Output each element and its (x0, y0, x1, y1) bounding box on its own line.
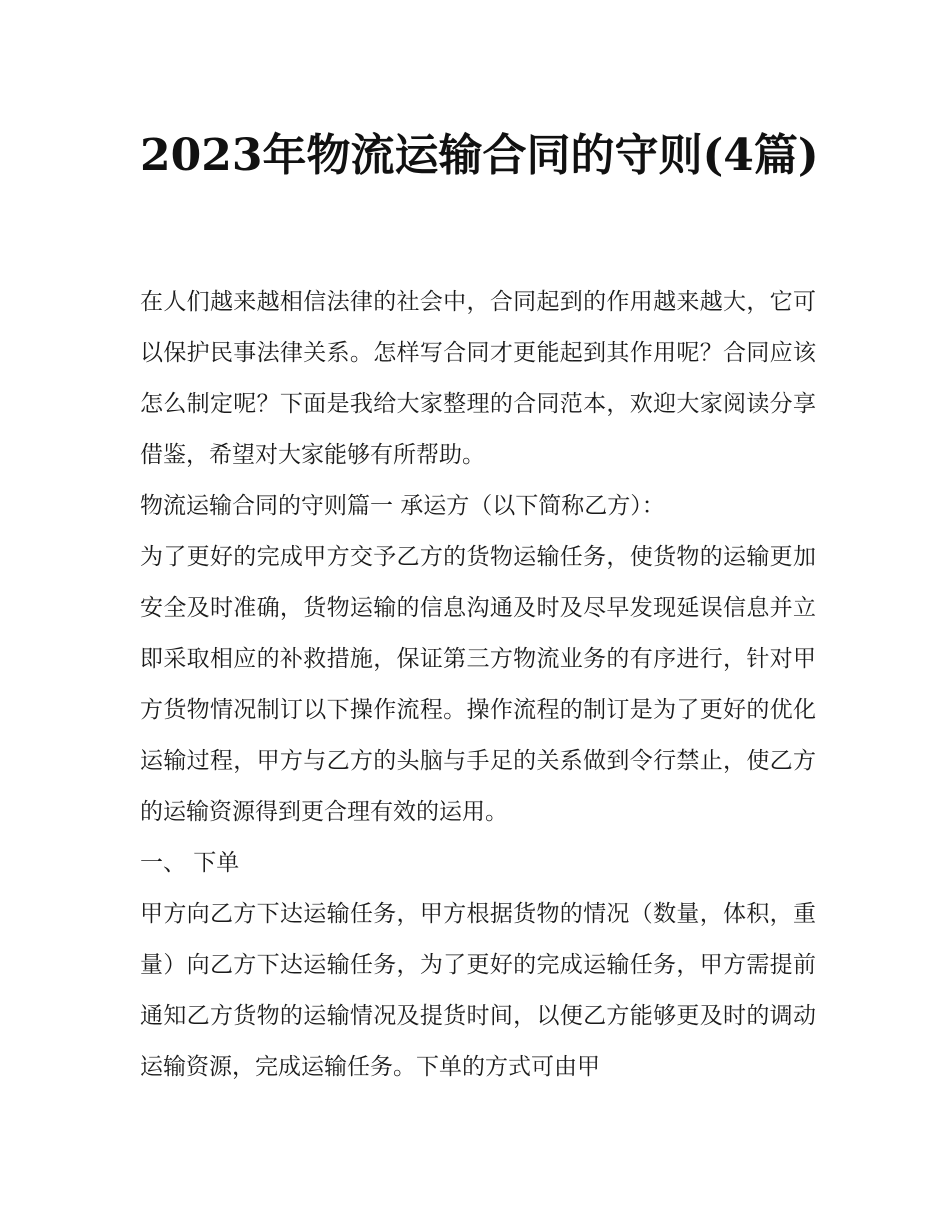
document-title: 2023年物流运输合同的守则(4篇) (140, 130, 819, 181)
order-paragraph: 甲方向乙方下达运输任务，甲方根据货物的情况（数量，体积，重量）向乙方下达运输任务，为了更好的完成运输任务，甲方需提前通知乙方货物的运输情况及提货时间，以便乙方能够更及时的调动运输资源，完成运输任务。下单的方式可由甲 (140, 901, 816, 1080)
purpose-paragraph: 为了更好的完成甲方交予乙方的货物运输任务，使货物的运输更加安全及时准确，货物运输的信息沟通及时及尽早发现延误信息并立即采取相应的补救措施，保证第三方物流业务的有序进行，针对甲方货物情况制订以下操作流程。操作流程的制订是为了更好的优化运输过程，甲方与乙方的头脑与手足的关系做到令行禁止，使乙方的运输资源得到更合理有效的运用。 (140, 544, 816, 825)
intro-paragraph: 在人们越来越相信法律的社会中，合同起到的作用越来越大，它可以保护民事法律关系。怎样写合同才更能起到其作用呢？合同应该怎么制定呢？下面是我给大家整理的合同范本，欢迎大家阅读分享借鉴，希望对大家能够有所帮助。 (140, 289, 816, 468)
section-heading-part-one: 物流运输合同的守则篇一 承运方（以下简称乙方）： (140, 493, 665, 519)
section-heading-order: 一、 下单 (140, 850, 240, 876)
document-body (140, 277, 816, 1093)
